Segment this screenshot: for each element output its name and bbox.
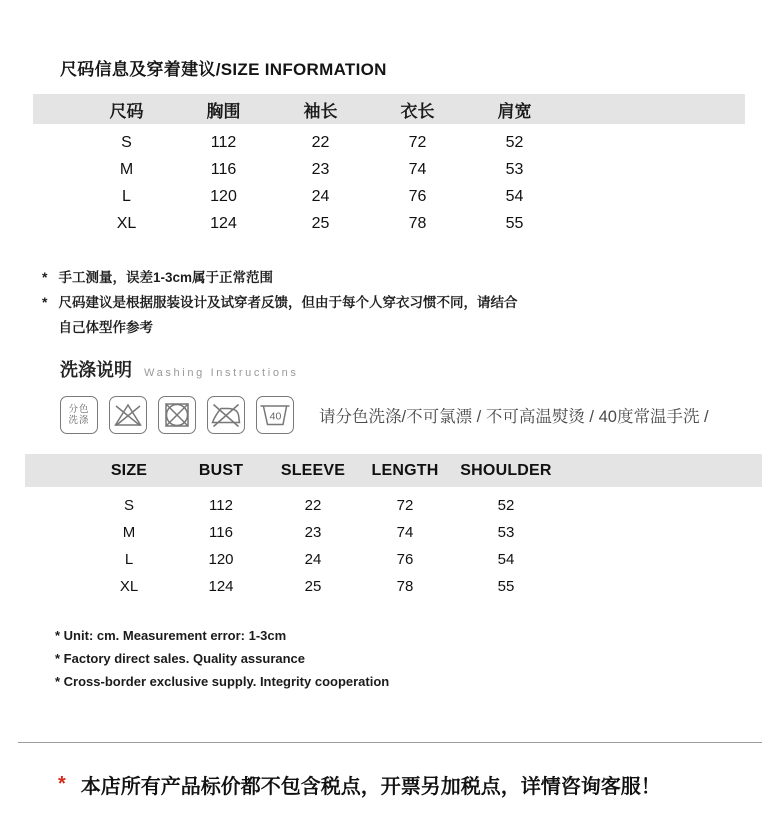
note-line: 自己体型作参考 [58,320,153,335]
table-row [25,573,762,600]
length-cell: 78 [408,214,427,232]
col-header-sleeve: 袖长 [303,101,338,121]
section-divider [18,742,762,743]
bust-cell: 124 [210,214,237,232]
tax-notice [58,770,780,799]
col-header-sleeve: SLEEVE [280,461,346,479]
size-cell: XL [116,214,137,232]
sleeve-cell: 24 [311,187,330,205]
table-row [25,492,762,519]
col-header-size: 尺码 [109,101,144,121]
table-row [33,210,745,237]
bust-cell: 120 [210,187,237,205]
sleeve-cell: 23 [304,524,322,541]
bust-cell: 116 [209,524,233,541]
size-cell: XL [119,578,139,595]
note-line: 尺码建议是根据服装设计及试穿者反馈，但由于每个人穿衣习惯不同，请结合 [58,295,518,310]
washing-title-en: Washing Instructions [144,367,299,379]
no-iron-icon [207,396,245,434]
sleeve-cell: 25 [311,214,330,232]
col-header-shoulder: SHOULDER [460,461,552,479]
size-table-en-header-row [25,454,762,487]
size-cell: L [122,187,131,205]
col-header-length: 衣长 [400,101,435,121]
sleeve-cell: 22 [311,133,330,151]
shoulder-cell: 52 [497,497,515,514]
note-en: * Factory direct sales. Quality assurance [55,651,306,666]
separate-color-wash-icon: 分色 洗涤 [60,396,98,434]
col-header-bust: 胸围 [206,101,241,121]
washing-icons-row [60,396,780,434]
col-header-size: SIZE [110,461,148,479]
size-table-en-body [25,487,762,608]
shoulder-cell: 52 [505,133,524,151]
bust-cell: 120 [208,551,234,568]
bust-cell: 112 [210,133,237,151]
no-bleach-icon [109,396,147,434]
length-cell: 78 [396,578,414,595]
length-cell: 72 [408,133,427,151]
hand-wash-40-icon [256,396,294,434]
note-cn [42,265,780,290]
washing-instructions-heading [60,356,780,382]
size-table-cn-body [33,124,745,245]
size-table-cn [33,94,745,245]
washing-caption: 请分色洗涤/不可氯漂 / 不可高温熨烫 / 40度常温手洗 / [319,408,709,426]
table-row [33,129,745,156]
bust-cell: 116 [210,160,237,178]
shoulder-cell: 53 [505,160,524,178]
no-tumble-dry-icon [158,396,196,434]
length-cell: 76 [408,187,427,205]
note-line: 手工测量，误差1-3cm属于正常范围 [58,270,273,285]
length-cell: 76 [396,551,414,568]
shoulder-cell: 53 [497,524,515,541]
bust-cell: 124 [208,578,234,595]
table-row [33,156,745,183]
washing-title-cn: 洗涤说明 [60,360,132,380]
measurement-notes-cn [42,265,780,340]
page-title: 尺码信息及穿着建议/SIZE INFORMATION [60,60,387,79]
bust-cell: 112 [209,497,233,514]
shoulder-cell: 54 [505,187,524,205]
measurement-notes-en [55,624,780,693]
table-row [25,519,762,546]
length-cell: 74 [396,524,414,541]
size-cell: M [122,524,136,541]
tax-notice-text: 本店所有产品标价都不包含税点，开票另加税点，详情咨询客服！ [80,776,661,798]
note-en: * Unit: cm. Measurement error: 1-3cm [55,628,287,643]
wash-temp-label: 40 [269,410,282,423]
asterisk: * [42,294,48,310]
shoulder-cell: 54 [497,551,515,568]
asterisk: * [42,269,48,285]
table-row [25,546,762,573]
size-cell: L [124,551,134,568]
col-header-length: LENGTH [371,461,439,479]
length-cell: 74 [408,160,427,178]
sleeve-cell: 22 [304,497,322,514]
note-en: * Cross-border exclusive supply. Integrity cooperation [55,674,390,689]
length-cell: 72 [396,497,414,514]
table-row [33,183,745,210]
size-cell: S [121,133,132,151]
size-table-cn-header-row [33,94,745,124]
sleeve-cell: 25 [304,578,322,595]
size-cell: M [119,160,134,178]
col-header-shoulder: 肩宽 [497,101,532,121]
col-header-bust: BUST [198,461,244,479]
note-cn [42,290,780,340]
size-cell: S [123,497,134,514]
sleeve-cell: 23 [311,160,330,178]
red-asterisk: * [58,773,66,795]
sleeve-cell: 24 [304,551,322,568]
shoulder-cell: 55 [505,214,524,232]
shoulder-cell: 55 [497,578,515,595]
size-table-en [25,454,762,608]
